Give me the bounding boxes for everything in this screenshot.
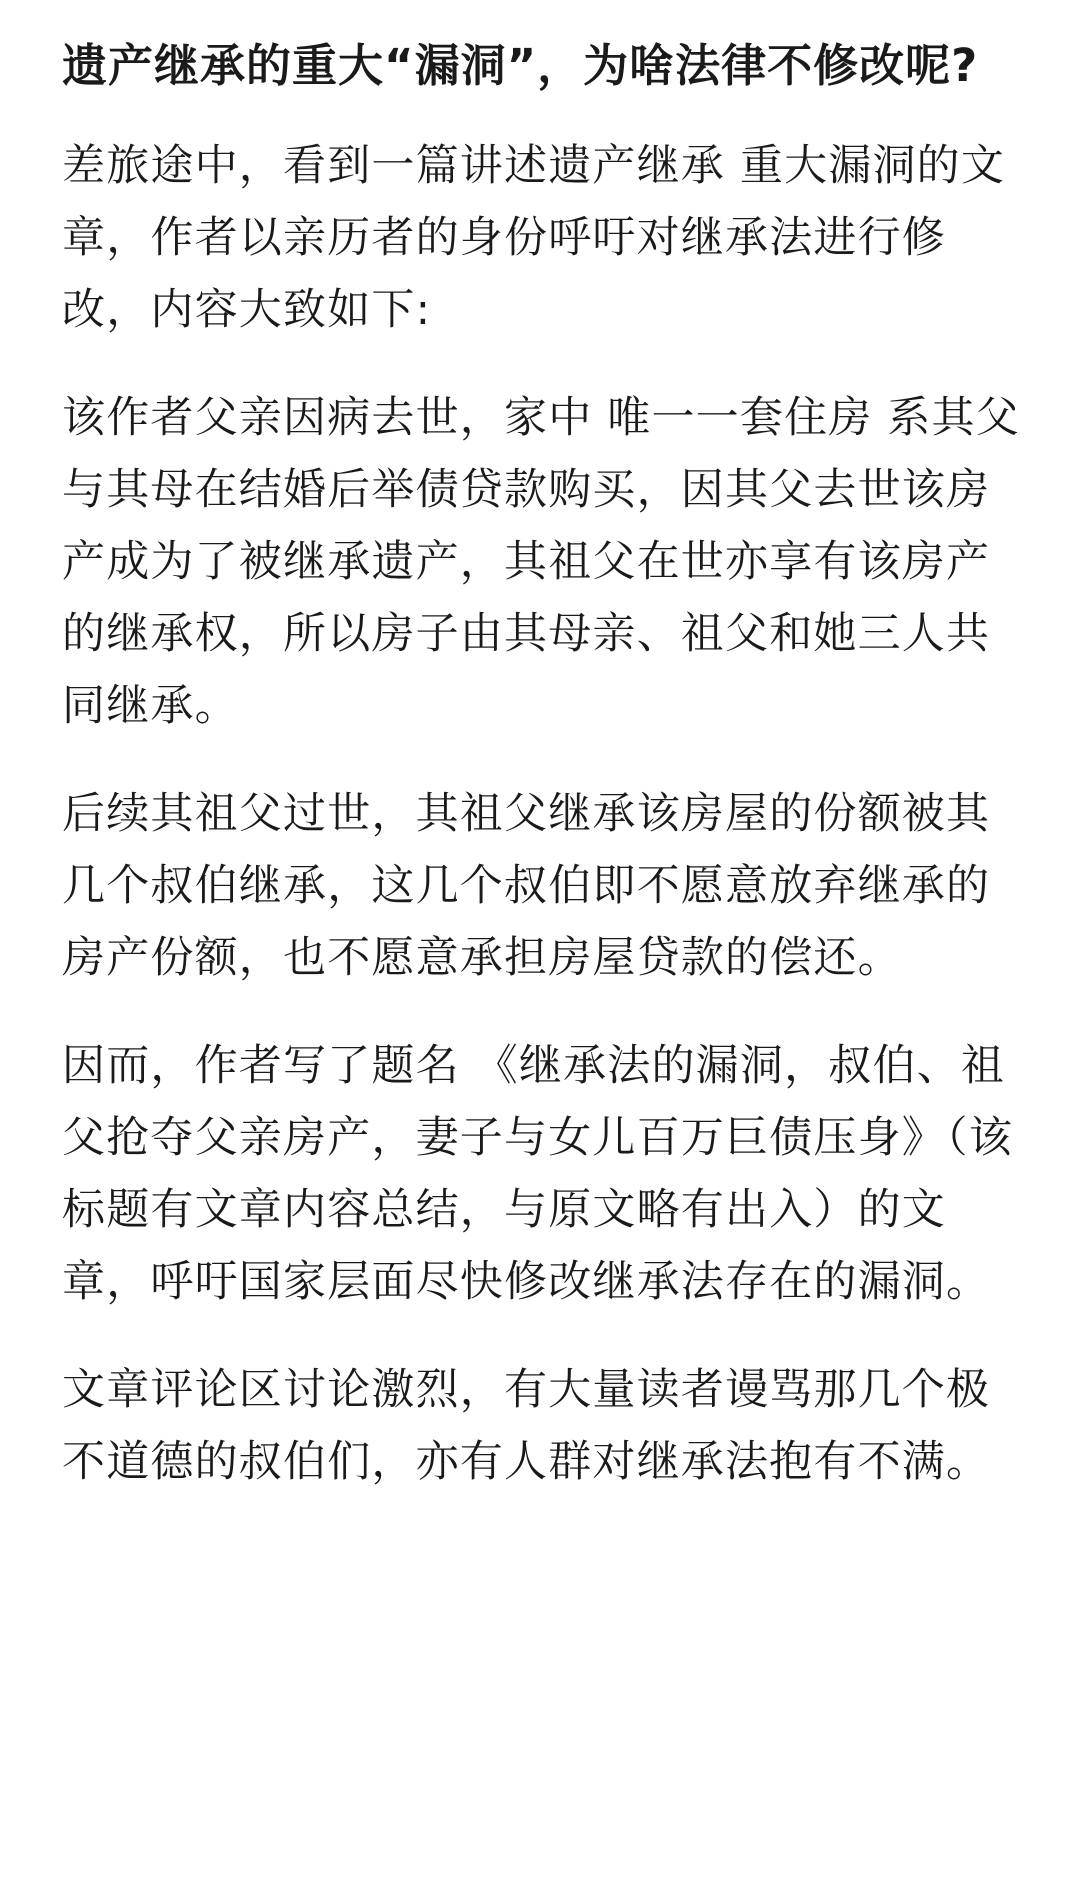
article-body	[62, 30, 1034, 1534]
article-paragraph-2: 该作者父亲因病去世，家中 唯一一套住房 系其父与其母在结婚后举债贷款购买，因其父去世该房产成为了被继承遗产，其祖父在世亦享有该房产的继承权，所以房子由其母亲、祖父和她三人共同继承。	[62, 393, 1020, 731]
article-title: 遗产继承的重大“漏洞”，为啥法律不修改呢?	[62, 39, 979, 92]
article-paragraph-1: 差旅途中，看到一篇讲述遗产继承 重大漏洞的文章，作者以亲历者的身份呼吁对继承法进行修改，内容大致如下:	[62, 141, 1006, 335]
article-paragraph-3: 后续其祖父过世，其祖父继承该房屋的份额被其几个叔伯继承，这几个叔伯即不愿意放弃继承的房产份额，也不愿意承担房屋贷款的偿还。	[62, 789, 991, 983]
article-paragraph-4: 因而，作者写了题名 《继承法的漏洞，叔伯、祖父抢夺父亲房产，妻子与女儿百万巨债压身》（该标题有文章内容总结，与原文略有出入）的文章，呼吁国家层面尽快修改继承法存在的漏洞。	[62, 1041, 1013, 1307]
article-paragraph-5: 文章评论区讨论激烈，有大量读者谩骂那几个极不道德的叔伯们，亦有人群对继承法抱有不满。	[62, 1365, 991, 1487]
